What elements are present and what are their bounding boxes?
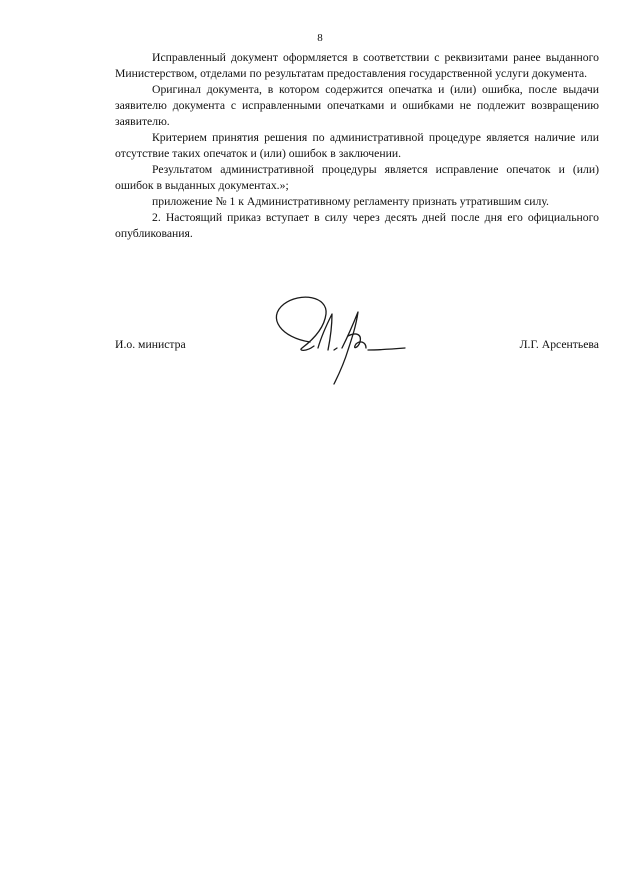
signatory-position: И.о. министра bbox=[115, 338, 186, 351]
paragraph-procedure-result: Результатом административной процедуры является исправление опечаток и (или) ошибок в выданных документах.»; bbox=[115, 163, 599, 192]
signatory-name: Л.Г. Арсентьева bbox=[519, 338, 599, 351]
handwritten-signature bbox=[262, 292, 412, 387]
paragraph-original-document: Оригинал документа, в котором содержится опечатка и (или) ошибка, после выдачи заявителю документа с исправленными опечатками и ошибками не подлежит возвращению заявителю. bbox=[115, 83, 599, 128]
paragraph-appendix-void: приложение № 1 к Административному регламенту признать утратившим силу. bbox=[152, 195, 549, 208]
paragraph-entry-into-force: 2. Настоящий приказ вступает в силу через десять дней после дня его официального опубликования. bbox=[115, 211, 599, 240]
paragraph-correction-format: Исправленный документ оформляется в соответствии с реквизитами ранее выданного Министерством, отделами по результатам предоставления государственной услуги документа. bbox=[115, 51, 599, 80]
document-body bbox=[115, 50, 599, 242]
page-number: 8 bbox=[317, 32, 323, 44]
paragraph-decision-criterion: Критерием принятия решения по административной процедуре является наличие или отсутствие таких опечаток и (или) ошибок в заключении. bbox=[115, 131, 599, 160]
